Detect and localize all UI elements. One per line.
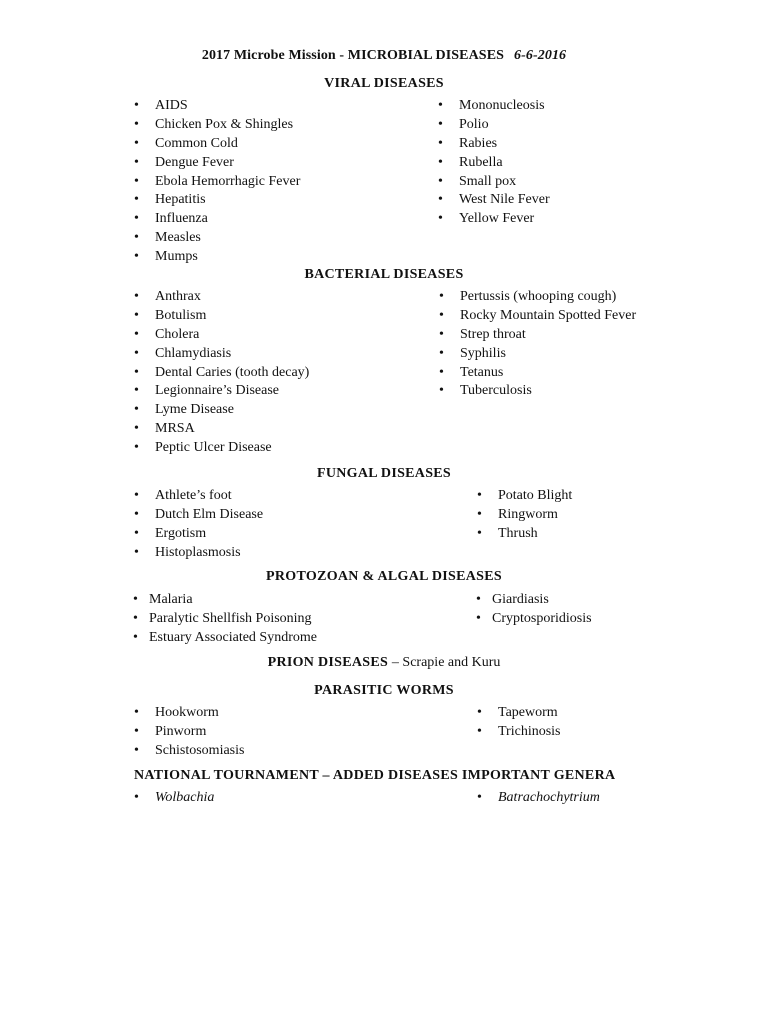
list-item-label: Batrachochytrium — [498, 790, 600, 805]
protozoan-list-right — [476, 591, 592, 629]
list-item-label: Ebola Hemorrhagic Fever — [155, 173, 301, 189]
list-item — [476, 591, 592, 610]
list-item — [438, 116, 550, 135]
list-item — [439, 364, 636, 383]
list-item-label: Peptic Ulcer Disease — [155, 440, 272, 456]
list-item — [134, 789, 214, 808]
list-item — [134, 307, 309, 326]
list-item-label: Legionnaire’s Disease — [155, 383, 280, 399]
prion-heading-suffix: – Scrapie and Kuru — [391, 655, 501, 670]
prion-heading — [0, 655, 768, 671]
list-item — [439, 382, 636, 401]
list-item — [438, 154, 550, 173]
list-item-label: Strep throat — [460, 326, 526, 342]
list-item — [134, 364, 309, 383]
list-item — [133, 629, 317, 648]
national-heading: NATIONAL TOURNAMENT – ADDED DISEASES IMPORTANT GENERA — [134, 768, 616, 783]
list-item-label: Measles — [155, 230, 201, 246]
list-item-label: Paralytic Shellfish Poisoning — [149, 610, 312, 626]
list-item — [477, 525, 572, 544]
list-item-label: Pertussis (whooping cough) — [460, 289, 617, 304]
list-item-label: Yellow Fever — [459, 211, 535, 227]
list-item — [134, 288, 309, 307]
list-item — [439, 326, 636, 345]
list-item-label: Malaria — [149, 592, 193, 607]
list-item-label: Tapeworm — [498, 705, 558, 720]
list-item — [134, 439, 309, 458]
viral-heading: VIRAL DISEASES — [324, 76, 444, 91]
list-item-label: Wolbachia — [155, 790, 215, 805]
bacterial-list-right — [439, 288, 636, 401]
list-item-label: Rocky Mountain Spotted Fever — [460, 307, 637, 323]
list-item — [134, 506, 263, 525]
list-item-label: Mononucleosis — [459, 98, 545, 113]
list-item — [438, 210, 550, 229]
list-item-label: Dengue Fever — [155, 154, 234, 170]
list-item — [477, 704, 561, 723]
list-item-label: Tetanus — [460, 364, 504, 380]
list-item — [134, 382, 309, 401]
bacterial-heading: BACTERIAL DISEASES — [304, 267, 464, 282]
national-list-right — [477, 789, 600, 808]
worms-heading: PARASITIC WORMS — [314, 683, 454, 698]
title-text: 2017 Microbe Mission - MICROBIAL DISEASES — [201, 48, 505, 63]
list-item-label: Potato Blight — [498, 488, 573, 503]
list-item — [438, 135, 550, 154]
fungal-list-left — [134, 487, 263, 563]
list-item — [438, 173, 550, 192]
list-item — [439, 307, 636, 326]
list-item-label: Syphilis — [460, 345, 506, 361]
list-item — [133, 610, 317, 629]
list-item-label: Hookworm — [155, 705, 219, 720]
list-item-label: Giardiasis — [492, 592, 549, 607]
list-item — [134, 487, 263, 506]
list-item — [134, 525, 263, 544]
list-item — [134, 116, 300, 135]
list-item — [134, 229, 300, 248]
list-item — [133, 591, 317, 610]
list-item-label: MRSA — [155, 421, 195, 437]
list-item — [477, 789, 600, 808]
list-item — [438, 97, 550, 116]
title-date: 6-6-2016 — [514, 48, 567, 63]
list-item-label: West Nile Fever — [459, 192, 550, 208]
list-item-label: AIDS — [155, 98, 188, 113]
list-item-label: Athlete’s foot — [155, 488, 232, 503]
viral-list-right — [438, 97, 550, 229]
national-list-left — [134, 789, 214, 808]
list-item-label: Ringworm — [498, 506, 558, 522]
list-item-label: Common Cold — [155, 135, 238, 151]
list-item — [134, 742, 244, 761]
list-item-label: Lyme Disease — [155, 402, 234, 418]
list-item-label: Chicken Pox & Shingles — [155, 116, 294, 132]
page-title — [0, 48, 768, 64]
list-item — [477, 487, 572, 506]
list-item — [134, 420, 309, 439]
list-item — [134, 248, 300, 267]
list-item-label: Cholera — [155, 326, 200, 342]
list-item — [134, 97, 300, 116]
protozoan-list-left — [133, 591, 317, 648]
list-item — [134, 210, 300, 229]
list-item-label: Histoplasmosis — [155, 544, 241, 560]
list-item-label: Anthrax — [155, 289, 201, 304]
list-item — [134, 135, 300, 154]
list-item-label: Botulism — [155, 307, 207, 323]
list-item — [134, 173, 300, 192]
list-item-label: Dental Caries (tooth decay) — [155, 364, 310, 380]
prion-heading-label: PRION DISEASES — [267, 655, 389, 670]
list-item-label: Mumps — [155, 249, 198, 265]
list-item-label: Thrush — [498, 525, 538, 541]
list-item-label: Ergotism — [155, 525, 207, 541]
list-item — [134, 704, 244, 723]
list-item-label: Cryptosporidiosis — [492, 610, 592, 626]
fungal-list-right — [477, 487, 572, 544]
list-item-label: Trichinosis — [498, 723, 561, 739]
list-item-label: Rubella — [459, 154, 503, 170]
list-item-label: Influenza — [155, 211, 208, 227]
viral-list-left — [134, 97, 300, 267]
list-item-label: Dutch Elm Disease — [155, 506, 264, 522]
list-item-label: Hepatitis — [155, 192, 206, 208]
list-item-label: Tuberculosis — [460, 383, 532, 399]
bacterial-list-left — [134, 288, 309, 458]
list-item-label: Small pox — [459, 173, 517, 189]
list-item-label: Estuary Associated Syndrome — [149, 629, 317, 645]
list-item — [134, 154, 300, 173]
list-item — [134, 345, 309, 364]
list-item-label: Chlamydiasis — [155, 345, 232, 361]
list-item — [134, 191, 300, 210]
list-item — [477, 723, 561, 742]
list-item — [134, 544, 263, 563]
list-item-label: Pinworm — [155, 723, 207, 739]
list-item — [476, 610, 592, 629]
list-item — [438, 191, 550, 210]
list-item — [134, 326, 309, 345]
protozoan-heading: PROTOZOAN & ALGAL DISEASES — [266, 569, 502, 584]
list-item — [439, 345, 636, 364]
list-item-label: Schistosomiasis — [155, 742, 245, 758]
list-item — [477, 506, 572, 525]
list-item — [134, 401, 309, 420]
list-item — [134, 723, 244, 742]
worms-list-right — [477, 704, 561, 742]
list-item-label: Polio — [459, 116, 489, 132]
list-item-label: Rabies — [459, 135, 498, 151]
fungal-heading: FUNGAL DISEASES — [316, 466, 452, 481]
worms-list-left — [134, 704, 244, 761]
list-item — [439, 288, 636, 307]
